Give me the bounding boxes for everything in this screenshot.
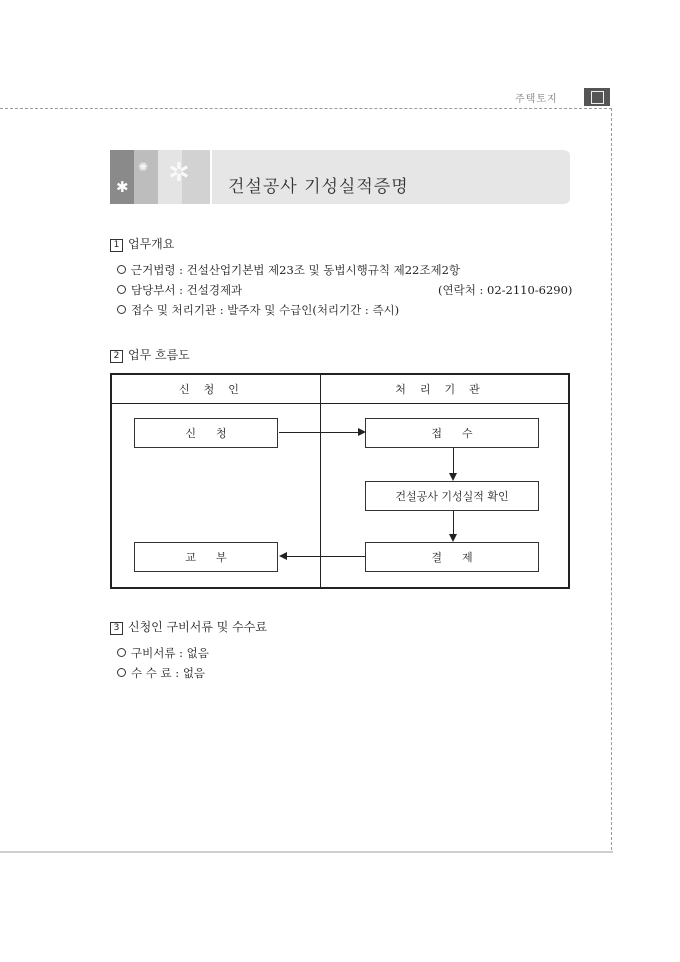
workflow-diagram [110, 373, 570, 589]
column-header-processor: 처리기관 [395, 383, 494, 396]
running-header-label: 주택토지 [515, 94, 558, 105]
flower-icon: ✱ [116, 178, 129, 196]
arrow-head-icon [358, 428, 366, 436]
bullet-circle-icon [117, 265, 126, 274]
page-title: 건설공사 기성실적증명 [228, 177, 409, 197]
section-2-heading [110, 346, 190, 363]
list-item: 근거법령 : 건설산업기본법 제23조 및 동법시행규칙 제22조제2항 [117, 262, 460, 278]
header-divider [112, 403, 568, 404]
right-dashed-rule [611, 108, 612, 850]
list-item: 구비서류 : 없음 [117, 645, 209, 661]
section-title: 신청인 구비서류 및 수수료 [128, 620, 267, 634]
bullet-circle-icon [117, 668, 126, 677]
top-dashed-rule [0, 108, 612, 109]
arrow-line [453, 448, 454, 474]
column-header-applicant: 신청인 [179, 383, 253, 396]
section-3-heading [110, 618, 267, 635]
arrow-line [279, 432, 359, 433]
step-pay: 결제 [365, 542, 539, 572]
section-title: 업무개요 [128, 237, 175, 251]
list-item: 접수 및 처리기관 : 발주자 및 수급인(처리기간 : 즉시) [117, 302, 399, 318]
step-receive: 접수 [365, 418, 539, 448]
bullet-circle-icon [117, 285, 126, 294]
list-item: 수 수 료 : 없음 [117, 665, 205, 681]
bullet-circle-icon [117, 305, 126, 314]
arrow-line [287, 556, 365, 557]
bullet-circle-icon [117, 648, 126, 657]
section-number: 1 [110, 239, 123, 252]
section-1-heading [110, 235, 174, 252]
bottom-rule [0, 851, 613, 853]
list-item: 담당부서 : 건설경제과 [117, 282, 242, 298]
arrow-head-icon [279, 552, 287, 560]
step-confirm: 건설공사 기성실적 확인 [365, 481, 539, 511]
title-banner [110, 150, 570, 204]
banner-tile [134, 150, 158, 204]
step-issue: 교부 [134, 542, 278, 572]
arrow-line [453, 511, 454, 535]
flower-icon: ✺ [138, 160, 149, 174]
section-number: 2 [110, 350, 123, 363]
contact-number: (연락처 : 02-2110-6290) [438, 283, 573, 297]
chapter-square-icon [584, 88, 610, 106]
arrow-head-icon [449, 473, 457, 481]
arrow-head-icon [449, 534, 457, 542]
section-number: 3 [110, 622, 123, 635]
step-apply: 신청 [134, 418, 278, 448]
flower-icon: ✲ [168, 158, 190, 188]
section-title: 업무 흐름도 [128, 348, 190, 362]
